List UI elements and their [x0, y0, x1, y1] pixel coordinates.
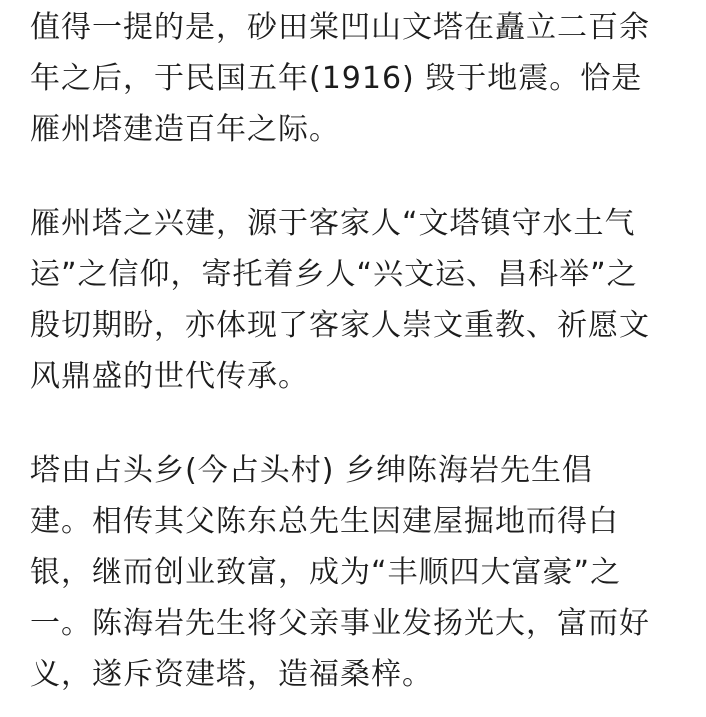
paragraph-line: 银，继而创业致富，成为“丰顺四大富豪”之	[30, 555, 622, 590]
paragraph-line: 义，遂斥资建塔，造福桑梓。	[30, 657, 433, 692]
paragraph-line: 年之后，于民国五年(1916) 毁于地震。恰是	[30, 61, 643, 96]
paragraph-line: 风鼎盛的世代传承。	[30, 359, 309, 394]
paragraph-line: 塔由占头乡(今占头村) 乡绅陈海岩先生倡	[30, 453, 593, 488]
paragraph-line: 运”之信仰，寄托着乡人“兴文运、昌科举”之	[30, 257, 638, 292]
paragraph-line: 殷切期盼，亦体现了客家人崇文重教、祈愿文	[30, 308, 650, 343]
paragraph-line: 一。陈海岩先生将父亲事业发扬光大，富而好	[30, 606, 650, 641]
paragraph-line: 建。相传其父陈东总先生因建屋掘地而得白	[30, 504, 619, 539]
paragraph-line: 雁州塔建造百年之际。	[30, 112, 340, 147]
paragraph-line: 雁州塔之兴建，源于客家人“文塔镇守水土气	[30, 206, 636, 241]
paragraph-line: 值得一提的是，砂田棠凹山文塔在矗立二百余	[30, 10, 650, 45]
